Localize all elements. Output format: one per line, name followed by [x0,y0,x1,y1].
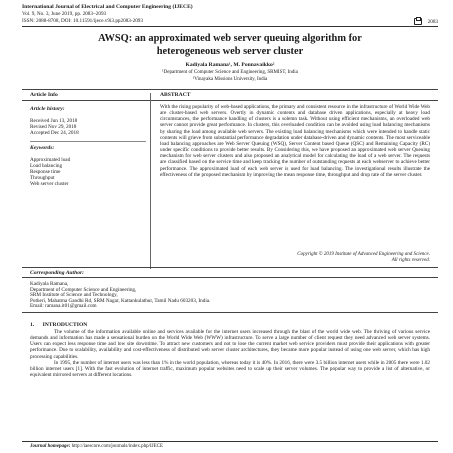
homepage-label: Journal homepage: [30,444,71,449]
journal-issn-doi: ISSN: 2088-8708, DOI: 10.11591/ijece.v9i3.pp2083-2093 [22,18,143,24]
corresponding-bottom-rule [22,312,438,313]
affiliation-1: ¹Department of Computer Science and Engineering, SRMIST, India [162,70,298,75]
corresponding-institute: SRM Institute of Science and Technology, [30,292,118,298]
info-bottom-rule [22,267,438,268]
paper-title [22,33,438,58]
corresponding-email[interactable]: Email: ramana.it01@gmail.com [30,303,97,309]
keyword-item: Response time [30,169,61,175]
printer-icon [414,18,422,25]
paper-page [22,0,438,453]
keywords-heading: Keywords: [30,145,55,151]
affiliation-2: ²Vinayaka Missions University, India [192,77,268,82]
journal-homepage [30,444,163,449]
journal-name: International Journal of Electrical and Computer Engineering (IJECE) [22,4,193,10]
column-separator [150,93,151,269]
copyright-line-2: All rights reserved. [391,258,430,263]
keyword-item: Approximated load [30,157,71,163]
history-revised: Revised Nov 29, 2018 [30,124,77,130]
page-number-area [414,18,438,25]
corresponding-header-rule [22,277,438,278]
abstract-text: With the rising popularity of web-based applications, the primary and consistent resource in the infrastructure of World Wide Web are cluster-based web servers. Overtly in dynamic contents and database driven applications, especially at heavy load circumstances, the performance handling of clusters is a solemn task. Without using efficient mechanisms, an overloaded web server cannot provide great performance. In clusters, this overloaded condition can be avoided using load balancing mechanisms by sharing the load among available web servers. The existing load balancing mechanisms which were intended to handle static contents will grieve from substantial performance degradation under database-driven and dynamic contents. The most serviceable load balancing approaches are Web Server Queuing (WSQ), Server Content based Queue (QSC) and Remaining Capacity (RC) under specific conditions to provide better results. By Considering this, we have proposed an approximated web server Queuing mechanism for web server clusters and also proposed an analytical model for calculating the load of a web server. The requests are classified based on the service time and keep tracking the number of outstanding requests at each webserver to achieve better performance. The approximated load of each web server is used for load balancing. The investigational results illustrate the effectiveness of the proposed mechanism by improving the mean response time, throughput and drop rate of the server cluster. [160,104,431,178]
corresponding-address: Potheri, Mahatma Gandhi Rd, SRM Nagar, Kattankulathur, Tamil Nadu 603203, India. [30,297,211,304]
paper-title-line-2: heterogeneous web server cluster [156,45,304,57]
corresponding-department: Department of Computer Science and Engineering, [30,286,137,293]
history-accepted: Accepted Dec 24, 2018 [30,130,79,136]
keyword-item: Web server cluster [30,181,69,187]
copyright-notice [297,252,430,264]
header-divider [22,26,438,27]
abstract-heading: ABSTRACT [160,92,191,98]
copyright-line-1: Copyright © 2019 Institute of Advanced Engineering and Science. [297,252,430,257]
keywords-divider [30,141,146,142]
introduction-paragraph-2: In 1995, the number of internet users was less than 1% in the world population, whereas today it is 40%. In 2016, there were 3.5 billion internet users while in 2005 there were 1.02 billion internet users [1]. With the fast evolution of internet traffic, maximum popular websites need to scale up their server volumes. The popular way to provide a list of alternative, or equivalent mirrored servers at different locations. [30,359,430,379]
keyword-item: Load balancing [30,163,63,169]
introduction-heading: 1. INTRODUCTION [30,322,88,328]
footer-divider [22,441,438,442]
corresponding-name: Kadiyala Ramana, [30,281,69,287]
introduction-paragraph-1: The volume of the information available online and services available for the internet users increased through the blast of the world wide web. The thriving of various service demands and information has made a sensational burden on the World Wide Web (WWW) infrastructure. To serve a large number of client request they need advanced web server systems. Users can expect less response time and low site downtime. To attract new customers and not to lose the current market web service providers must provide their applications with greater performance. Due to scalability, availability and cost-effectiveness of distributed web server cluster architectures, they became more popular instead of using one web server, which has high processing capabilities. [30,329,430,360]
corresponding-author-heading: Corresponding Author: [30,270,85,276]
introduction-body [30,329,430,378]
info-top-rule [22,89,438,90]
info-header-rule [22,100,438,101]
article-info-heading: Article Info [30,92,58,98]
journal-volume: Vol. 9, No. 3, June 2019, pp. 2083~2093 [22,11,107,17]
homepage-url[interactable]: http://iaescore.com/journals/index.php/IJECE [71,444,164,449]
history-received: Received Jun 13, 2018 [30,118,78,124]
paper-title-line-1: AWSQ: an approximated web server queuing algorithm for [98,33,362,44]
paper-authors: Kadiyala Ramana¹, M. Ponnavaikko² [185,62,275,68]
article-history-heading: Article history: [30,106,65,112]
keyword-item: Throughput [30,175,55,181]
page-number: 2083 [427,18,438,25]
